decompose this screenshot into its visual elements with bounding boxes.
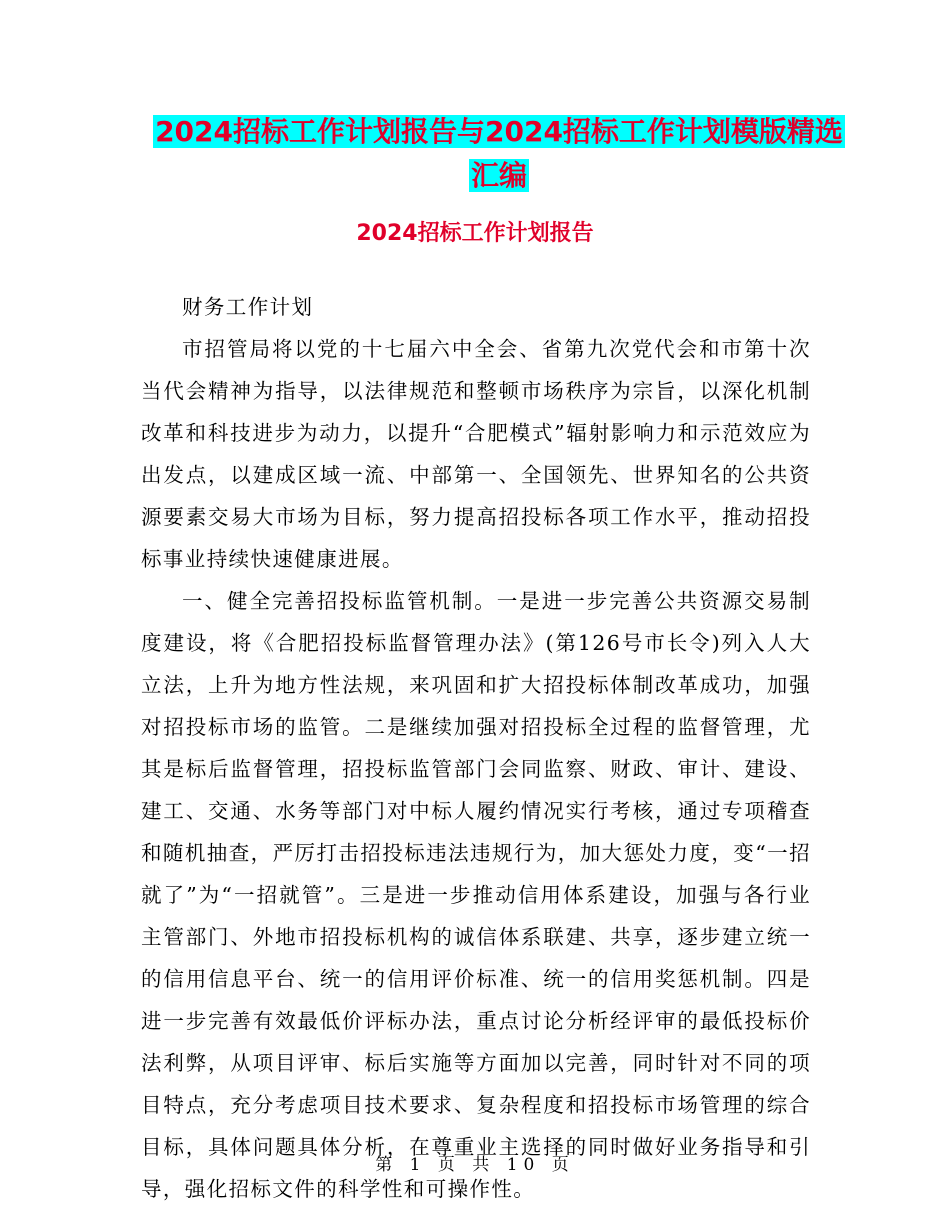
paragraph-section-1: 一、健全完善招投标监管机制。一是进一步完善公共资源交易制度建设，将《合肥招投标监督管理办法》(第126号市长令)列入人大立法，上升为地方性法规，来巩固和扩大招投标体制改革成功，加强对招投标市场的监管。二是继续加强对招投标全过程的监督管理，尤其是标后监督管理，招投标监管部门会同监察、财政、审计、建设、建工、交通、水务等部门对中标人履约情况实行考核，通过专项稽查和随机抽查，严厉打击招投标违法违规行为，加大惩处力度，变“一招就了”为“一招就管”。三是进一步推动信用体系建设，加强与各行业主管部门、外地市招投标机构的诚信体系联建、共享，逐步建立统一的信用信息平台、统一的信用评价标准、统一的信用奖惩机制。四是进一步完善有效最低价评标办法，重点讨论分析经评审的最低投标价法利弊，从项目评审、标后实施等方面加以完善，同时针对不同的项目特点，充分考虑项目技术要求、复杂程度和招投标市场管理的综合目标，具体问题具体分析，在尊重业主选择的同时做好业务指导和引导，强化招标文件的科学性和可操作性。 [141, 589, 811, 1201]
page-number-footer: 第 1 页 共 10 页 [375, 1155, 575, 1175]
section-title: 2024招标工作计划报告 [356, 221, 594, 246]
document-body [141, 286, 811, 1210]
document-title [140, 110, 858, 198]
paragraph-intro: 市招管局将以党的十七届六中全会、省第九次党代会和市第十次当代会精神为指导，以法律规范和整顿市场秩序为宗旨，以深化机制改革和科技进步为动力，以提升“合肥模式”辐射影响力和示范效应为出发点，以建成区域一流、中部第一、全国领先、世界知名的公共资源要素交易大市场为目标，努力提高招投标各项工作水平，推动招投标事业持续快速健康进展。 [141, 337, 811, 571]
document-title-line-2: 汇编 [470, 159, 527, 192]
document-title-line-1: 2024招标工作计划报告与2024招标工作计划模版精选 [155, 115, 843, 148]
paragraph-heading: 财务工作计划 [182, 295, 314, 319]
